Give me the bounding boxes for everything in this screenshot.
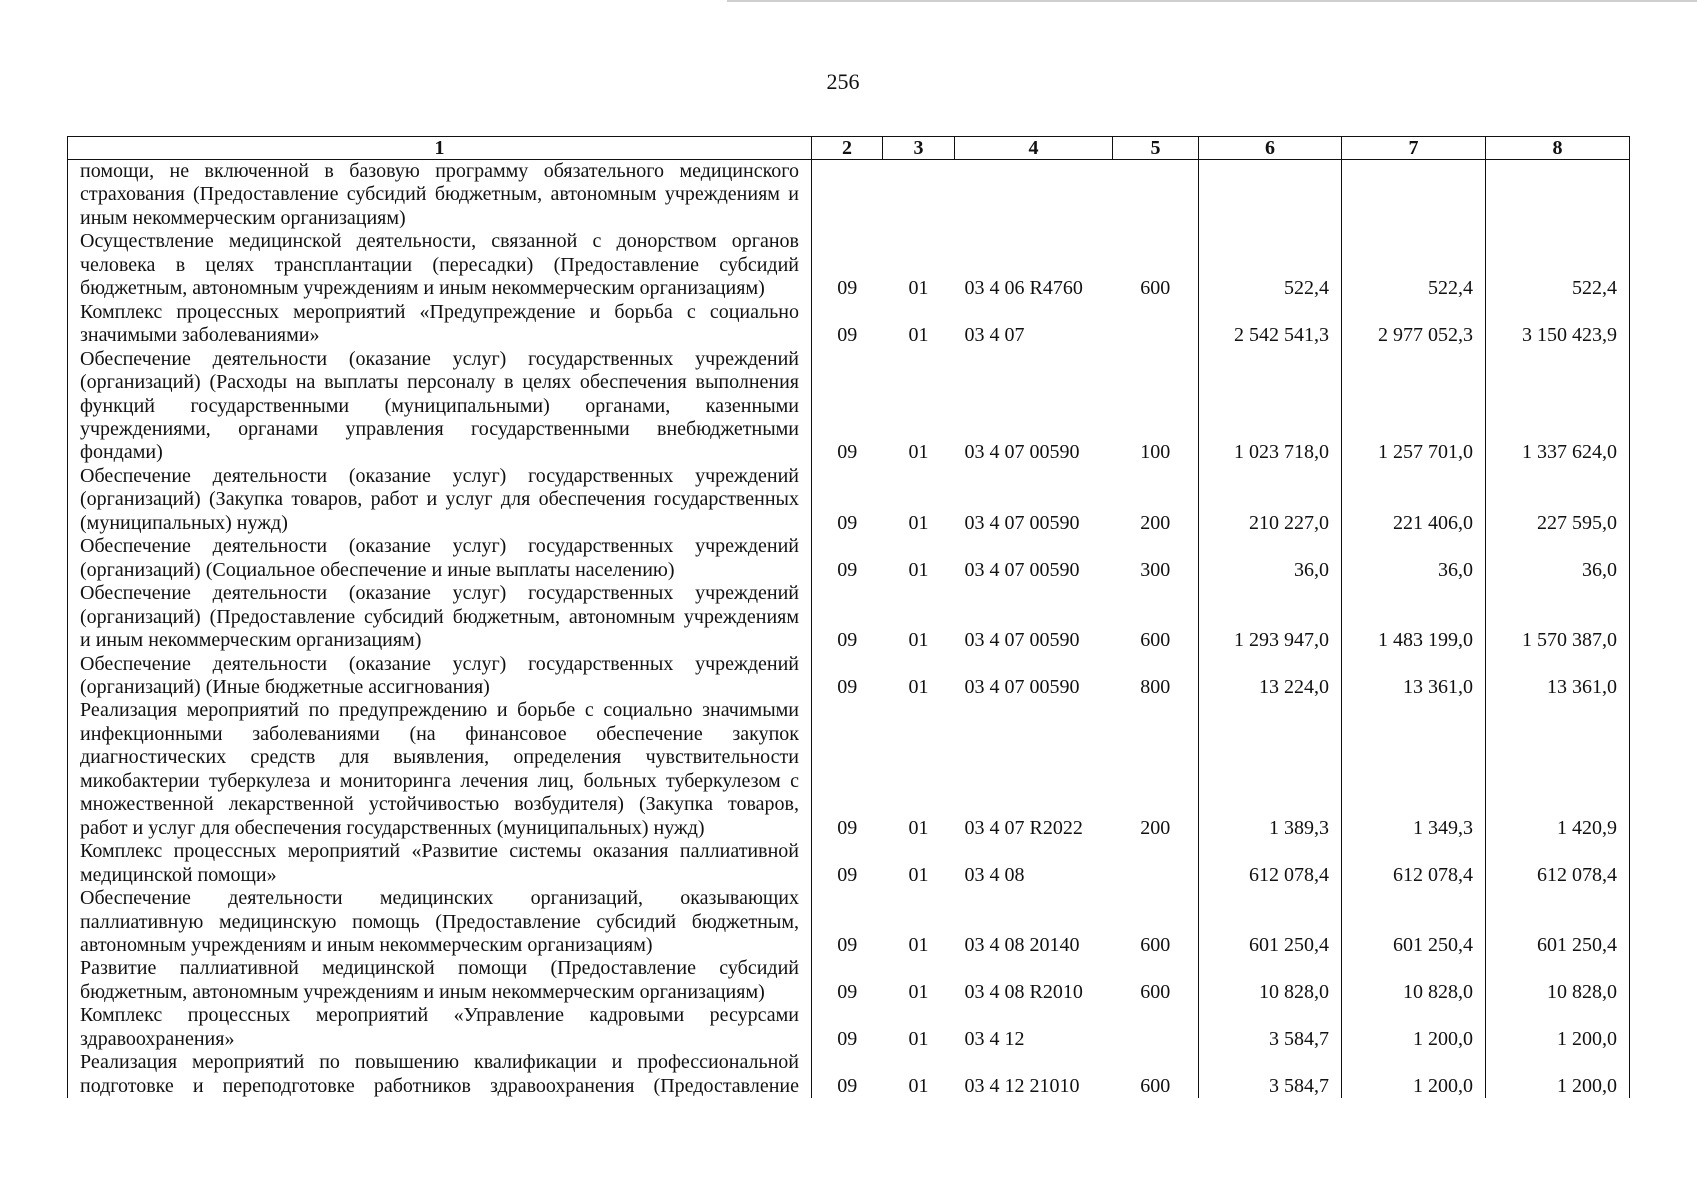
row-description [68, 582, 812, 652]
section-code-cell: 09 [837, 1027, 858, 1050]
target-article-code-cell: 03 4 08 R2010 [964, 980, 1083, 1003]
amount-col-8-cell: 1 570 387,0 [1486, 582, 1630, 652]
target-article-code-cell: 03 4 08 20140 [964, 933, 1080, 956]
table-row [68, 1004, 1630, 1051]
amount-col-6-cell: 612 078,4 [1199, 840, 1342, 887]
amount-col-6-cell: 2 542 541,3 [1199, 301, 1342, 348]
table-row [68, 1051, 1630, 1098]
table-row [68, 887, 1630, 957]
description-line: диагностических средств для выявления, определения чувствительности [80, 746, 799, 769]
description-line: подготовке и переподготовке работников здравоохранения (Предоставление [80, 1074, 799, 1097]
header-col-4: 4 [955, 137, 1113, 160]
amount-col-8-cell: 227 595,0 [1486, 465, 1630, 535]
table-row [68, 535, 1630, 582]
header-col-5: 5 [1113, 137, 1199, 160]
description-line: и иным некоммерческим организациям) [80, 629, 422, 652]
amount-col-7-cell: 2 977 052,3 [1342, 301, 1486, 348]
amount-col-6-cell [1199, 160, 1342, 231]
subsection-code-cell: 01 [908, 324, 929, 347]
description-line: инфекционными заболеваниями (на финансовое обеспечение закупок [80, 722, 799, 745]
section-code-cell: 09 [837, 511, 858, 534]
amount-col-6-cell: 10 828,0 [1199, 957, 1342, 1004]
target-article-code-cell: 03 4 07 [964, 324, 1025, 347]
amount-col-7-cell: 1 257 701,0 [1342, 348, 1486, 465]
expense-type-code-cell [1113, 301, 1199, 348]
subsection-code-cell: 01 [908, 675, 929, 698]
subsection-code-cell: 01 [908, 441, 929, 464]
description-line: Осуществление медицинской деятельности, связанной с донорством органов [80, 230, 799, 253]
header-col-1: 1 [68, 137, 812, 160]
expense-type-code-cell: 800 [1113, 653, 1199, 700]
description-line: здравоохранения» [80, 1027, 235, 1050]
row-description [68, 957, 812, 1004]
description-line: работ и услуг для обеспечения государственных (муниципальных) нужд) [80, 816, 705, 839]
description-line: (организаций) (Расходы на выплаты персоналу в целях обеспечения выполнения [80, 371, 799, 394]
description-line: (муниципальных) нужд) [80, 511, 288, 534]
header-row [68, 137, 1630, 160]
description-line: фондами) [80, 441, 163, 464]
description-line: учреждениями, органами управления государственными внебюджетными [80, 417, 799, 440]
section-code-cell: 09 [837, 441, 858, 464]
page-number: 256 [826, 69, 860, 94]
amount-col-8-cell: 612 078,4 [1486, 840, 1630, 887]
amount-col-7-cell: 1 200,0 [1342, 1051, 1486, 1098]
target-article-code-cell: 03 4 07 00590 [964, 441, 1080, 464]
description-line: (организаций) (Иные бюджетные ассигнования) [80, 675, 490, 698]
target-article-code-cell: 03 4 12 21010 [964, 1074, 1080, 1097]
amount-col-8-cell: 601 250,4 [1486, 887, 1630, 957]
row-description [68, 230, 812, 300]
expense-type-code-cell: 300 [1113, 535, 1199, 582]
description-line: Обеспечение деятельности (оказание услуг) государственных учреждений [80, 347, 799, 370]
subsection-code-cell: 01 [908, 277, 929, 300]
description-line: значимыми заболеваниями» [80, 324, 320, 347]
scan-edge-line [727, 0, 1697, 2]
description-line: микобактерии туберкулеза и мониторинга лечения лиц, больных туберкулезом с [80, 769, 799, 792]
section-code-cell [812, 160, 883, 231]
description-line: медицинской помощи» [80, 863, 277, 886]
amount-col-8-cell: 1 200,0 [1486, 1051, 1630, 1098]
section-code-cell: 09 [837, 675, 858, 698]
description-line: Обеспечение деятельности медицинских организаций, оказывающих [80, 887, 799, 910]
amount-col-7-cell [1342, 160, 1486, 231]
table-row [68, 582, 1630, 652]
table-row [68, 840, 1630, 887]
table-row [68, 230, 1630, 300]
amount-col-7-cell: 1 200,0 [1342, 1004, 1486, 1051]
amount-col-6-cell: 3 584,7 [1199, 1004, 1342, 1051]
section-code-cell: 09 [837, 324, 858, 347]
amount-col-7-cell: 13 361,0 [1342, 653, 1486, 700]
amount-col-8-cell: 10 828,0 [1486, 957, 1630, 1004]
description-line: (организаций) (Социальное обеспечение и иные выплаты населению) [80, 558, 675, 581]
header-col-3: 3 [883, 137, 955, 160]
subsection-code-cell: 01 [908, 933, 929, 956]
expense-type-code-cell: 200 [1113, 699, 1199, 840]
amount-col-8-cell: 522,4 [1486, 230, 1630, 300]
target-article-code-cell [955, 160, 1113, 231]
table-row [68, 160, 1630, 231]
description-line: (организаций) (Закупка товаров, работ и услуг для обеспечения государственных [80, 488, 799, 511]
section-code-cell: 09 [837, 816, 858, 839]
table-row [68, 465, 1630, 535]
amount-col-8-cell: 1 200,0 [1486, 1004, 1630, 1051]
header-col-6: 6 [1199, 137, 1342, 160]
header-col-8: 8 [1486, 137, 1630, 160]
amount-col-7-cell: 1 349,3 [1342, 699, 1486, 840]
amount-col-7-cell: 1 483 199,0 [1342, 582, 1486, 652]
expense-type-code-cell: 600 [1113, 1051, 1199, 1098]
section-code-cell: 09 [837, 277, 858, 300]
row-description [68, 840, 812, 887]
target-article-code-cell: 03 4 06 R4760 [964, 277, 1083, 300]
amount-col-7-cell: 36,0 [1342, 535, 1486, 582]
expense-type-code-cell [1113, 160, 1199, 231]
amount-col-8-cell: 1 420,9 [1486, 699, 1630, 840]
description-line: бюджетным, автономным учреждениям и иным некоммерческим организациям) [80, 277, 765, 300]
description-line: функций государственными (муниципальными) органами, казенными [80, 394, 799, 417]
row-description [68, 465, 812, 535]
table-row [68, 957, 1630, 1004]
table-body [68, 160, 1630, 1099]
expense-type-code-cell: 600 [1113, 887, 1199, 957]
subsection-code-cell: 01 [908, 629, 929, 652]
row-description [68, 301, 812, 348]
subsection-code-cell: 01 [908, 816, 929, 839]
description-line: Развитие паллиативной медицинской помощи (Предоставление субсидий [80, 957, 799, 980]
subsection-code-cell: 01 [908, 558, 929, 581]
subsection-code-cell: 01 [908, 1074, 929, 1097]
section-code-cell: 09 [837, 1074, 858, 1097]
budget-table [67, 136, 1630, 1098]
amount-col-6-cell: 3 584,7 [1199, 1051, 1342, 1098]
expense-type-code-cell [1113, 840, 1199, 887]
amount-col-8-cell: 36,0 [1486, 535, 1630, 582]
description-line: Комплекс процессных мероприятий «Предупреждение и борьба с социально [80, 300, 799, 323]
amount-col-6-cell: 36,0 [1199, 535, 1342, 582]
description-line: Реализация мероприятий по повышению квалификации и профессиональной [80, 1051, 799, 1074]
target-article-code-cell: 03 4 12 [964, 1027, 1025, 1050]
row-description [68, 1051, 812, 1098]
description-line: Обеспечение деятельности (оказание услуг) государственных учреждений [80, 582, 799, 605]
amount-col-6-cell: 522,4 [1199, 230, 1342, 300]
description-line: Комплекс процессных мероприятий «Управление кадровыми ресурсами [80, 1004, 799, 1027]
amount-col-6-cell: 1 389,3 [1199, 699, 1342, 840]
subsection-code-cell: 01 [908, 1027, 929, 1050]
expense-type-code-cell: 600 [1113, 230, 1199, 300]
amount-col-7-cell: 612 078,4 [1342, 840, 1486, 887]
description-line: множественной лекарственной устойчивостью возбудителя) (Закупка товаров, [80, 793, 799, 816]
row-description [68, 653, 812, 700]
amount-col-6-cell: 601 250,4 [1199, 887, 1342, 957]
section-code-cell: 09 [837, 933, 858, 956]
expense-type-code-cell: 600 [1113, 582, 1199, 652]
target-article-code-cell: 03 4 07 00590 [964, 511, 1080, 534]
description-line: помощи, не включенной в базовую программу обязательного медицинского [80, 160, 799, 182]
amount-col-6-cell: 13 224,0 [1199, 653, 1342, 700]
description-line: человека в целях трансплантации (пересадки) (Предоставление субсидий [80, 253, 799, 276]
description-line: паллиативную медицинскую помощь (Предоставление субсидий бюджетным, [80, 910, 799, 933]
description-line: иным некоммерческим организациям) [80, 206, 406, 229]
target-article-code-cell: 03 4 07 00590 [964, 558, 1080, 581]
table-row [68, 653, 1630, 700]
section-code-cell: 09 [837, 629, 858, 652]
expense-type-code-cell [1113, 1004, 1199, 1051]
description-line: Обеспечение деятельности (оказание услуг) государственных учреждений [80, 535, 799, 558]
row-description [68, 1004, 812, 1051]
expense-type-code-cell: 600 [1113, 957, 1199, 1004]
amount-col-8-cell: 3 150 423,9 [1486, 301, 1630, 348]
amount-col-7-cell: 10 828,0 [1342, 957, 1486, 1004]
amount-col-8-cell: 13 361,0 [1486, 653, 1630, 700]
subsection-code-cell: 01 [908, 863, 929, 886]
row-description [68, 535, 812, 582]
description-line: бюджетным, автономным учреждениям и иным некоммерческим организациям) [80, 980, 765, 1003]
table-row [68, 348, 1630, 465]
subsection-code-cell: 01 [908, 511, 929, 534]
description-line: страхования (Предоставление субсидий бюджетным, автономным учреждениям и [80, 183, 799, 206]
subsection-code-cell: 01 [908, 980, 929, 1003]
description-line: Реализация мероприятий по предупреждению и борьбе с социально значимыми [80, 699, 799, 722]
header-col-2: 2 [812, 137, 883, 160]
description-line: (организаций) (Предоставление субсидий бюджетным, автономным учреждениям [80, 605, 799, 628]
description-line: автономным учреждениям и иным некоммерческим организациям) [80, 933, 653, 956]
section-code-cell: 09 [837, 558, 858, 581]
table-row [68, 301, 1630, 348]
target-article-code-cell: 03 4 07 00590 [964, 675, 1080, 698]
expense-type-code-cell: 100 [1113, 348, 1199, 465]
amount-col-7-cell: 522,4 [1342, 230, 1486, 300]
amount-col-8-cell [1486, 160, 1630, 231]
description-line: Комплекс процессных мероприятий «Развитие системы оказания паллиативной [80, 840, 799, 863]
amount-col-7-cell: 221 406,0 [1342, 465, 1486, 535]
row-description [68, 160, 812, 231]
row-description [68, 887, 812, 957]
amount-col-8-cell: 1 337 624,0 [1486, 348, 1630, 465]
target-article-code-cell: 03 4 08 [964, 863, 1025, 886]
table-header [68, 137, 1630, 160]
section-code-cell: 09 [837, 863, 858, 886]
description-line: Обеспечение деятельности (оказание услуг) государственных учреждений [80, 464, 799, 487]
section-code-cell: 09 [837, 980, 858, 1003]
row-description [68, 348, 812, 465]
subsection-code-cell [883, 160, 955, 231]
target-article-code-cell: 03 4 07 00590 [964, 629, 1080, 652]
row-description [68, 699, 812, 840]
amount-col-6-cell: 1 293 947,0 [1199, 582, 1342, 652]
amount-col-7-cell: 601 250,4 [1342, 887, 1486, 957]
target-article-code-cell: 03 4 07 R2022 [964, 816, 1083, 839]
amount-col-6-cell: 210 227,0 [1199, 465, 1342, 535]
table-row [68, 699, 1630, 840]
amount-col-6-cell: 1 023 718,0 [1199, 348, 1342, 465]
description-line: Обеспечение деятельности (оказание услуг) государственных учреждений [80, 652, 799, 675]
header-col-7: 7 [1342, 137, 1486, 160]
expense-type-code-cell: 200 [1113, 465, 1199, 535]
